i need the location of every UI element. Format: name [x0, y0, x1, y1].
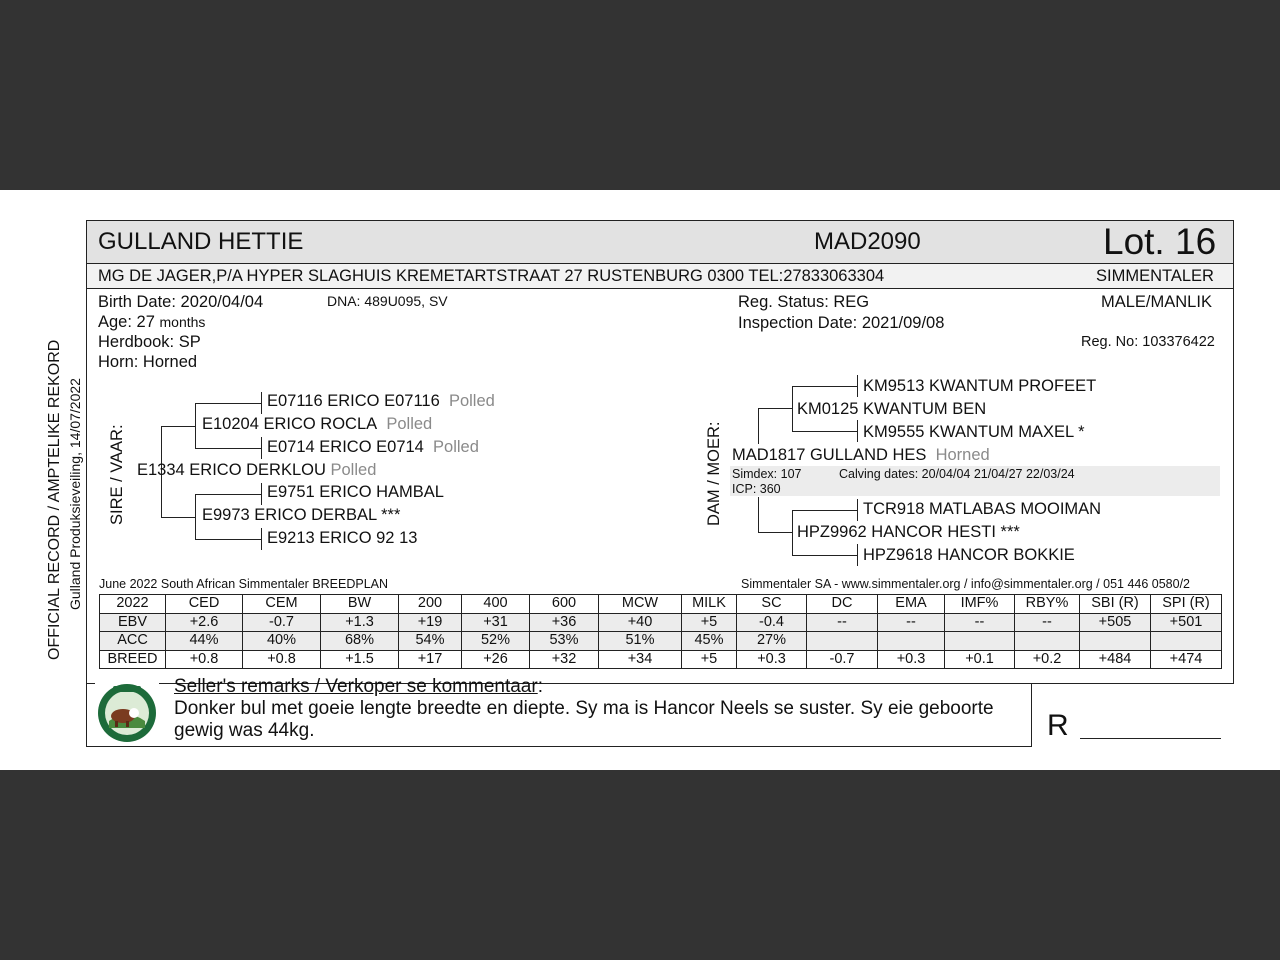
ebv-cell: [1151, 632, 1222, 651]
ebv-cell: [1080, 632, 1151, 651]
ebv-cell: [1015, 632, 1080, 651]
reg-status: Reg. Status: REG: [738, 293, 870, 311]
ebv-cell: --: [1015, 613, 1080, 632]
ebv-cell: -0.7: [807, 650, 878, 669]
ebv-cell: ACC: [100, 632, 166, 651]
inspection-date: Inspection Date: 2021/09/08: [738, 314, 945, 332]
dam-lower-top: TCR918 MATLABAS MOOIMAN: [863, 500, 1102, 518]
remarks-line-2: gewig was 44kg.: [174, 720, 315, 741]
ebv-row-header: [100, 595, 1222, 614]
owner-address: MG DE JAGER,P/A HYPER SLAGHUIS KREMETARTSTRAAT 27 RUSTENBURG 0300 TEL:27833063304: [98, 267, 885, 285]
dam-calving-dates: Calving dates: 20/04/04 21/04/27 22/03/24: [839, 467, 1075, 481]
ebv-cell: 52%: [462, 632, 530, 651]
ebv-cell: 600: [530, 595, 599, 614]
ebv-cell: SC: [737, 595, 807, 614]
ebv-cell: 400: [462, 595, 530, 614]
animal-name: GULLAND HETTIE: [98, 228, 304, 255]
ebv-cell: +0.1: [945, 650, 1015, 669]
sire-upper: E10204 ERICO ROCLA Polled: [202, 415, 433, 433]
sex: MALE/MANLIK: [1101, 293, 1212, 311]
ebv-cell: +0.8: [243, 650, 321, 669]
simmentaler-society-logo-icon: [95, 680, 159, 744]
animal-code: MAD2090: [814, 228, 921, 255]
ebv-cell: CED: [166, 595, 243, 614]
sire-lower-bottom: E9213 ERICO 92 13: [267, 529, 418, 547]
ebv-cell: +0.3: [878, 650, 945, 669]
ebv-cell: 200: [399, 595, 462, 614]
ebv-cell: IMF%: [945, 595, 1015, 614]
dam-upper: KM0125 KWANTUM BEN: [797, 400, 987, 418]
ebv-cell: +19: [399, 613, 462, 632]
lot-prefix: Lot.: [1103, 221, 1165, 262]
ebv-cell: SPI (R): [1151, 595, 1222, 614]
dam-upper-bottom: KM9555 KWANTUM MAXEL *: [863, 423, 1085, 441]
lot-value: 16: [1175, 221, 1217, 262]
breed-name: SIMMENTALER: [1096, 267, 1214, 285]
ebv-cell: +0.2: [1015, 650, 1080, 669]
ebv-cell: BW: [321, 595, 399, 614]
sire-main: E1334 ERICO DERKLOU Polled: [137, 461, 377, 479]
ebv-table: [99, 594, 1222, 669]
ebv-cell: BREED: [100, 650, 166, 669]
dna-info: DNA: 489U095, SV: [327, 293, 448, 309]
ebv-cell: +2.6: [166, 613, 243, 632]
dam-upper-top: KM9513 KWANTUM PROFEET: [863, 377, 1097, 395]
ebv-row-breed: [100, 650, 1222, 669]
ebv-cell: 53%: [530, 632, 599, 651]
herdbook: Herdbook: SP: [98, 333, 201, 351]
ebv-cell: +32: [530, 650, 599, 669]
ebv-cell: EMA: [878, 595, 945, 614]
ebv-cell: [945, 632, 1015, 651]
society-logo: [95, 680, 159, 744]
dam-lower: HPZ9962 HANCOR HESTI ***: [797, 523, 1020, 541]
dam-main: MAD1817 GULLAND HES Horned: [732, 446, 990, 464]
sale-label: Gulland Produksieveiling, 14/07/2022: [67, 378, 83, 610]
ebv-cell: +0.8: [166, 650, 243, 669]
ebv-cell: +1.5: [321, 650, 399, 669]
ebv-cell: +34: [599, 650, 682, 669]
ebv-cell: +5: [682, 650, 737, 669]
sire-upper-bottom: E0714 ERICO E0714 Polled: [267, 438, 479, 456]
catalogue-sheet: [0, 190, 1280, 770]
ebv-cell: +26: [462, 650, 530, 669]
ebv-cell: --: [878, 613, 945, 632]
remarks-line-1: Donker bul met goeie lengte breedte en diepte. Sy ma is Hancor Neels se suster. Sy eie geboorte: [174, 698, 994, 719]
ebv-cell: 45%: [682, 632, 737, 651]
ebv-cell: +505: [1080, 613, 1151, 632]
ebv-cell: +484: [1080, 650, 1151, 669]
society-contact: Simmentaler SA - www.simmentaler.org / info@simmentaler.org / 051 446 0580/2: [741, 577, 1191, 591]
ebv-cell: [807, 632, 878, 651]
ebv-cell: +1.3: [321, 613, 399, 632]
dam-simdex: Simdex: 107: [732, 467, 802, 481]
ebv-row-acc: [100, 632, 1222, 651]
ebv-cell: +0.3: [737, 650, 807, 669]
dam-icp: ICP: 360: [732, 482, 781, 496]
dam-bracket-upper: [758, 408, 759, 444]
ebv-cell: 27%: [737, 632, 807, 651]
sire-lower-top: E9751 ERICO HAMBAL: [267, 483, 444, 501]
ebv-cell: CEM: [243, 595, 321, 614]
ebv-cell: --: [945, 613, 1015, 632]
horn-status: Horn: Horned: [98, 353, 198, 371]
ebv-cell: DC: [807, 595, 878, 614]
dam-lower-bottom: HPZ9618 HANCOR BOKKIE: [863, 546, 1075, 564]
ebv-cell: 44%: [166, 632, 243, 651]
ebv-cell: MILK: [682, 595, 737, 614]
dam-label: DAM / MOER:: [705, 421, 723, 526]
ebv-cell: EBV: [100, 613, 166, 632]
dam-bracket-lower: [758, 497, 759, 532]
ebv-cell: +17: [399, 650, 462, 669]
ebv-cell: +474: [1151, 650, 1222, 669]
remarks-title: Seller's remarks / Verkoper se kommentaar:: [174, 676, 543, 697]
ebv-cell: +31: [462, 613, 530, 632]
ebv-cell: RBY%: [1015, 595, 1080, 614]
birth-date: Birth Date: 2020/04/04: [98, 293, 264, 311]
ebv-cell: 51%: [599, 632, 682, 651]
sire-lower: E9973 ERICO DERBAL ***: [202, 506, 401, 524]
ebv-cell: MCW: [599, 595, 682, 614]
breedplan-caption: June 2022 South African Simmentaler BREEDPLAN: [99, 577, 389, 591]
sire-upper-top: E07116 ERICO E07116 Polled: [267, 392, 495, 410]
ebv-cell: SBI (R): [1080, 595, 1151, 614]
price-label: R: [1047, 709, 1069, 742]
ebv-cell: 68%: [321, 632, 399, 651]
ebv-cell: +40: [599, 613, 682, 632]
ebv-cell: 54%: [399, 632, 462, 651]
price-input-line[interactable]: [1080, 738, 1221, 739]
ebv-cell: -0.4: [737, 613, 807, 632]
ebv-row-ebv: [100, 613, 1222, 632]
ebv-cell: -0.7: [243, 613, 321, 632]
official-record-label: OFFICIAL RECORD / AMPTELIKE REKORD: [46, 339, 63, 660]
sire-label: SIRE / VAAR:: [108, 424, 126, 525]
ebv-cell: [878, 632, 945, 651]
reg-number: Reg. No: 103376422: [1081, 334, 1215, 350]
ebv-cell: +501: [1151, 613, 1222, 632]
ebv-cell: --: [807, 613, 878, 632]
ebv-cell: +36: [530, 613, 599, 632]
ebv-cell: +5: [682, 613, 737, 632]
ebv-cell: 2022: [100, 595, 166, 614]
lot-number: [1103, 221, 1216, 263]
ebv-cell: 40%: [243, 632, 321, 651]
age: Age: 27 months: [98, 313, 206, 331]
